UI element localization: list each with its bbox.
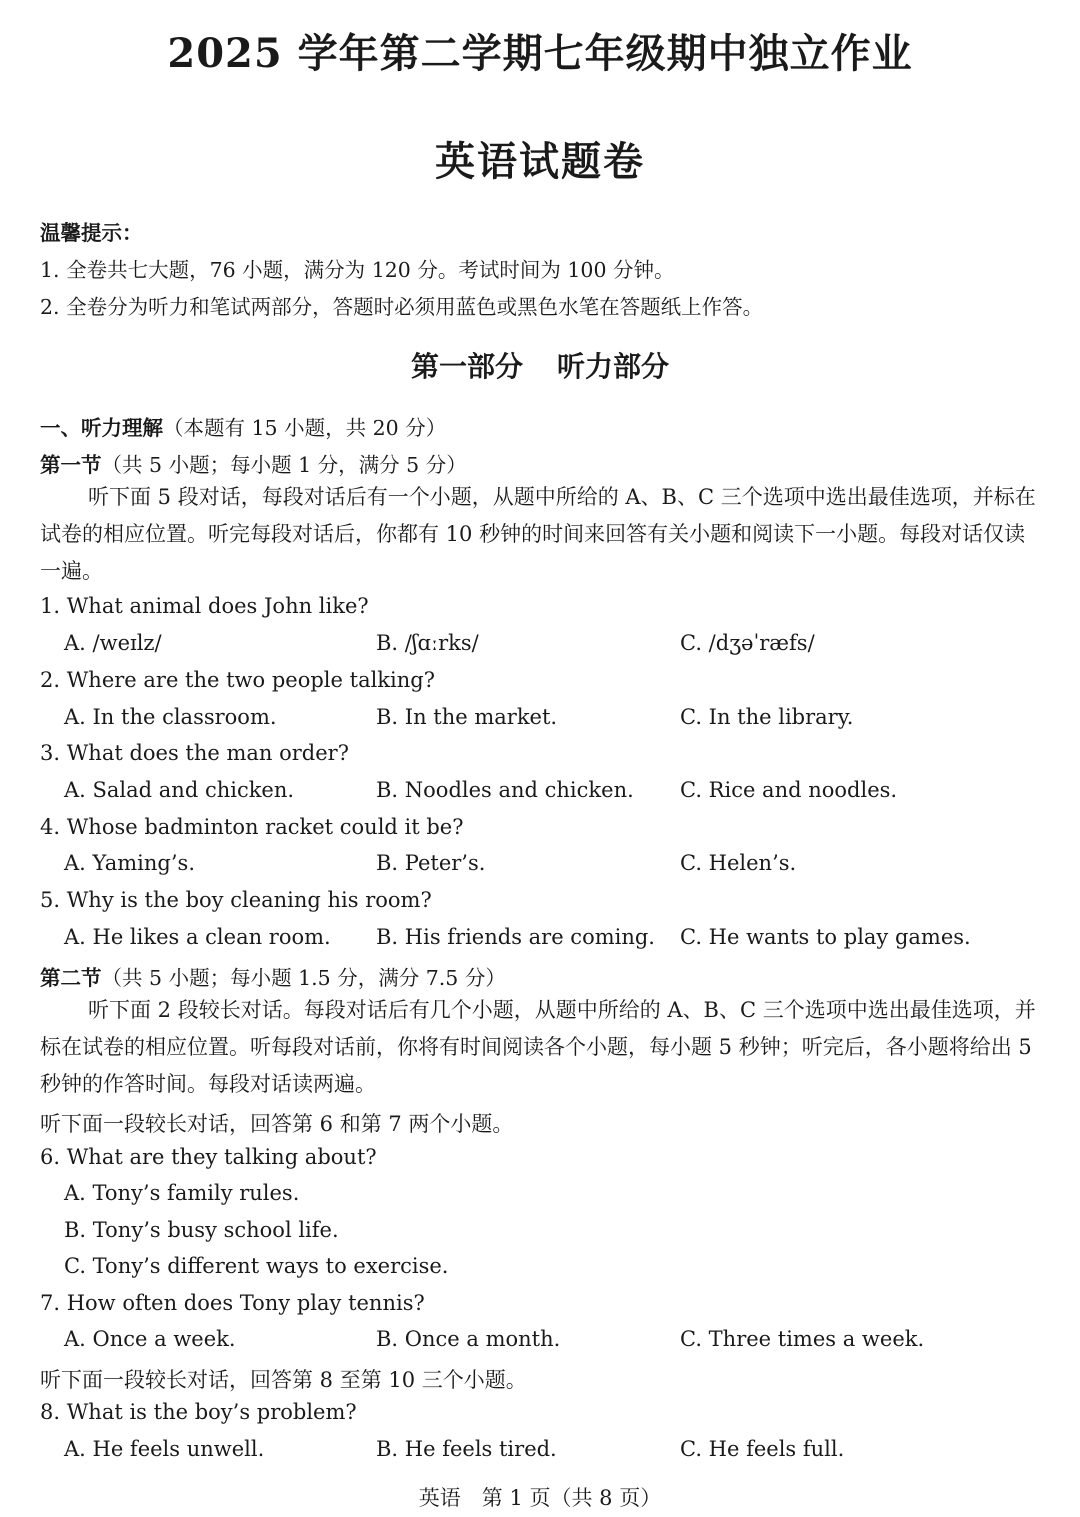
question-2-option-a: A. In the classroom. <box>64 705 277 729</box>
question-2-option-c: C. In the library. <box>680 705 854 729</box>
question-1-option-c: C. /dʒəˈræfs/ <box>680 631 815 655</box>
subsection-2-heading <box>40 961 506 991</box>
question-5: 5. Why is the boy cleaning his room? <box>40 888 432 912</box>
question-1-option-a: A. /weɪlz/ <box>64 631 162 655</box>
dialogue-2-intro: 听下面一段较长对话，回答第 8 至第 10 三个小题。 <box>40 1368 527 1392</box>
page-footer: 英语 第 1 页（共 8 页） <box>418 1486 662 1510</box>
question-6-option-b: B. Tony’s busy school life. <box>64 1218 339 1242</box>
question-3-option-a: A. Salad and chicken. <box>64 778 295 802</box>
tip-item-2: 2. 全卷分为听力和笔试两部分，答题时必须用蓝色或黑色水笔在答题纸上作答。 <box>40 295 764 319</box>
question-8-option-a: A. He feels unwell. <box>64 1437 265 1461</box>
question-6-option-c: C. Tony’s different ways to exercise. <box>64 1254 449 1278</box>
section-title: 一、听力理解 <box>40 416 163 440</box>
question-8-option-b: B. He feels tired. <box>376 1437 557 1461</box>
question-5-option-a: A. He likes a clean room. <box>64 925 331 949</box>
exam-title: 2025 学年第二学期七年级期中独立作业 <box>167 30 913 77</box>
question-7: 7. How often does Tony play tennis? <box>40 1291 425 1315</box>
subsection-2-note: （共 5 小题；每小题 1.5 分，满分 7.5 分） <box>101 966 506 990</box>
subsection-2-instructions: 听下面 2 段较长对话。每段对话后有几个小题，从题中所给的 A、B、C 三个选项中选出最佳选项，并标在试卷的相应位置。听每段对话前，你将有时间阅读各个小题，每小题 5 秒钟；听完后，各小题将给出 5 秒钟的作答时间。每段对话读两遍。 <box>40 998 1036 1096</box>
part-heading <box>0 345 1080 385</box>
part-label: 第一部分 <box>410 350 523 383</box>
question-7-option-c: C. Three times a week. <box>680 1327 925 1351</box>
subsection-1-heading <box>40 448 467 478</box>
part-name: 听力部分 <box>557 350 670 383</box>
question-6: 6. What are they talking about? <box>40 1145 377 1169</box>
subsection-2-title: 第二节 <box>40 966 102 990</box>
section-heading <box>40 411 446 441</box>
question-4: 4. Whose badminton racket could it be? <box>40 815 464 839</box>
question-1-option-b: B. /ʃɑːrks/ <box>376 631 479 655</box>
question-8: 8. What is the boy’s problem? <box>40 1400 357 1424</box>
question-4-option-a: A. Yaming’s. <box>64 851 195 875</box>
question-2: 2. Where are the two people talking? <box>40 668 435 692</box>
tip-item-1: 1. 全卷共七大题，76 小题，满分为 120 分。考试时间为 100 分钟。 <box>40 258 675 282</box>
question-8-option-c: C. He feels full. <box>680 1437 845 1461</box>
tips-heading: 温馨提示： <box>40 221 143 245</box>
subsection-1-title: 第一节 <box>40 453 102 477</box>
subsection-1-instructions: 听下面 5 段对话，每段对话后有一个小题，从题中所给的 A、B、C 三个选项中选出最佳选项，并标在试卷的相应位置。听完每段对话后，你都有 10 秒钟的时间来回答有关小题和阅读下一小题。每段对话仅读一遍。 <box>40 485 1036 583</box>
question-3-option-c: C. Rice and noodles. <box>680 778 898 802</box>
dialogue-1-intro: 听下面一段较长对话，回答第 6 和第 7 两个小题。 <box>40 1112 514 1136</box>
question-7-option-a: A. Once a week. <box>64 1327 236 1351</box>
question-3: 3. What does the man order? <box>40 741 349 765</box>
question-3-option-b: B. Noodles and chicken. <box>376 778 634 802</box>
question-4-option-c: C. Helen’s. <box>680 851 797 875</box>
question-4-option-b: B. Peter’s. <box>376 851 486 875</box>
question-5-option-c: C. He wants to play games. <box>680 925 971 949</box>
question-7-option-b: B. Once a month. <box>376 1327 561 1351</box>
question-2-option-b: B. In the market. <box>376 705 558 729</box>
question-6-option-a: A. Tony’s family rules. <box>64 1181 300 1205</box>
section-note: （本题有 15 小题，共 20 分） <box>163 416 447 440</box>
exam-subtitle: 英语试题卷 <box>435 138 645 185</box>
subsection-1-note: （共 5 小题；每小题 1 分，满分 5 分） <box>101 453 467 477</box>
question-1: 1. What animal does John like? <box>40 594 369 618</box>
question-5-option-b: B. His friends are coming. <box>376 925 655 949</box>
